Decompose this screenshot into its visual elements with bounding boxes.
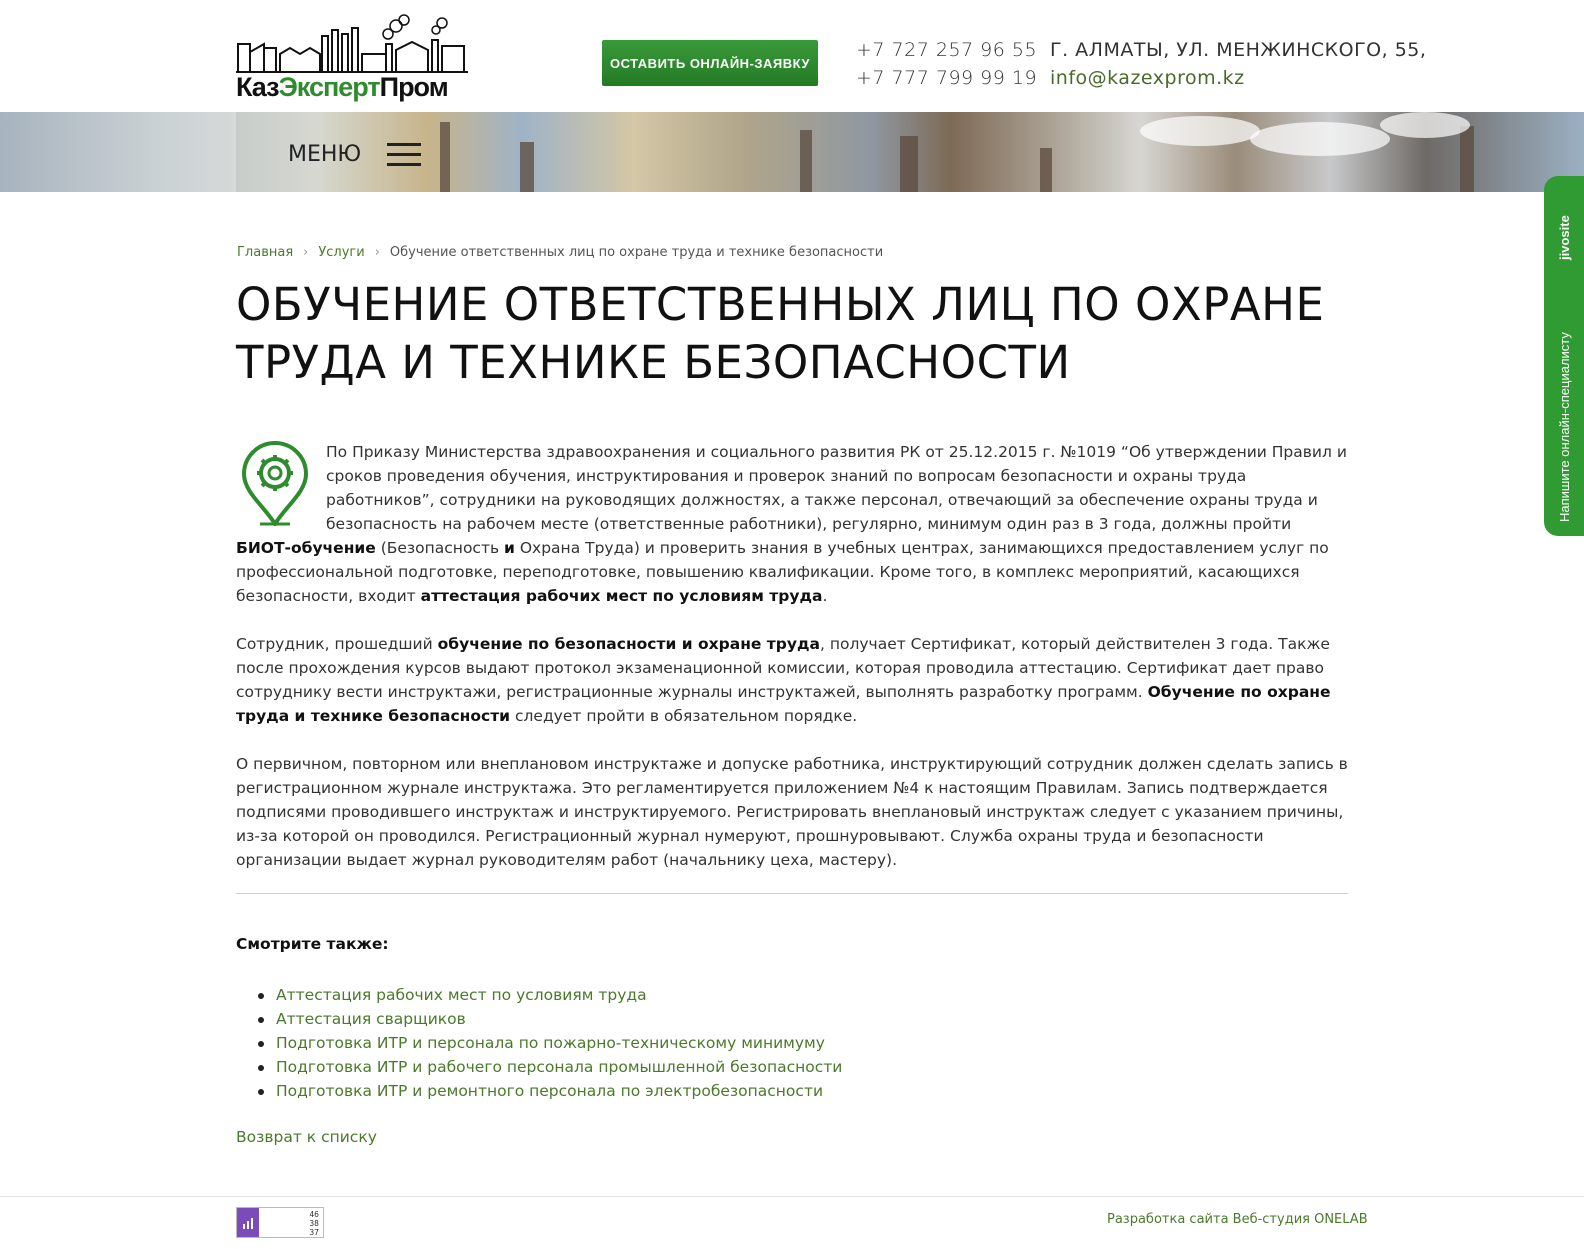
counter-values: 46 38 37 — [309, 1210, 319, 1237]
company-logo[interactable] — [236, 14, 468, 100]
factory-skyline-icon — [236, 14, 468, 74]
section-divider — [236, 893, 1348, 894]
list-item — [258, 1055, 842, 1079]
list-item — [258, 1079, 842, 1103]
banner-decor — [1250, 122, 1390, 156]
developer-credits-link[interactable]: Разработка сайта Веб-студия ONELAB — [1107, 1212, 1368, 1227]
article-body — [236, 440, 1348, 896]
jivosite-brand: jivosite — [1557, 215, 1572, 260]
bar-chart-icon — [237, 1208, 259, 1237]
online-request-button[interactable]: ОСТАВИТЬ ОНЛАЙН-ЗАЯВКУ — [602, 40, 818, 86]
breadcrumb-home[interactable]: Главная — [237, 245, 294, 260]
menu-toggle[interactable] — [288, 142, 421, 167]
list-item — [258, 983, 842, 1007]
jivosite-chat-tab[interactable] — [1544, 176, 1584, 536]
menu-label: МЕНЮ — [288, 142, 362, 167]
see-also-link[interactable]: Подготовка ИТР и рабочего персонала промышленной безопасности — [276, 1058, 843, 1076]
email-link[interactable]: info@kazexprom.kz — [1050, 67, 1245, 89]
see-also-link[interactable]: Подготовка ИТР и персонала по пожарно-техническому минимуму — [276, 1034, 825, 1052]
see-also-link[interactable]: Аттестация сварщиков — [276, 1010, 466, 1028]
visit-counter[interactable] — [236, 1207, 324, 1238]
hamburger-icon — [387, 143, 421, 167]
banner-decor — [1040, 148, 1052, 192]
page-title: ОБУЧЕНИЕ ОТВЕТСТВЕННЫХ ЛИЦ ПО ОХРАНЕ ТРУДА И ТЕХНИКЕ БЕЗОПАСНОСТИ — [236, 278, 1325, 389]
phone-link[interactable]: +7 727 257 96 55 — [856, 39, 1038, 61]
see-also-link[interactable]: Подготовка ИТР и ремонтного персонала по электробезопасности — [276, 1082, 824, 1100]
banner-decor — [520, 142, 534, 192]
breadcrumb — [237, 245, 883, 260]
banner-overlay — [0, 112, 236, 192]
site-header — [0, 0, 1584, 112]
phone-numbers — [856, 36, 1037, 92]
breadcrumb-services[interactable]: Услуги — [318, 245, 365, 260]
banner-decor — [800, 130, 812, 192]
article-paragraph: Сотрудник, прошедший обучение по безопасности и охране труда, получает Сертификат, который действителен 3 года. Также после прохождения курсов выдают протокол экзаменационной комиссии, которая проводила аттестацию. Сертификат дает право сотруднику вести инструктажи, регистрационные журналы инструктажей, выполнять разработку программ. Обучение по охране труда и технике безопасности следует пройти в обязательном порядке. — [236, 635, 1331, 725]
list-item — [258, 1031, 842, 1055]
gear-location-icon — [236, 440, 314, 526]
banner-decor — [1380, 112, 1470, 138]
back-to-list-link[interactable]: Возврат к списку — [236, 1128, 377, 1146]
footer-divider — [0, 1196, 1584, 1197]
banner-decor — [440, 122, 450, 192]
phone-link[interactable]: +7 777 799 99 19 — [856, 67, 1038, 89]
article-paragraph: По Приказу Министерства здравоохранения и социального развития РК от 25.12.2015 г. №1019 “Об утверждении Правил и сроков проведения обучения, инструктирования и проверок знаний по вопросам безопасности и охраны труда работников”, сотрудники на руководящих должностях, а также персонал, отвечающий за обеспечение охраны труда и безопасность на рабочем месте (ответственные работники), регулярно, минимум один раз в 3 года, должны пройти БИОТ-обучение (Безопасность и Охрана Труда) и проверить знания в учебных центрах, занимающихся предоставлением услуг по профессиональной подготовке, переподготовке, повышению квалификации. Кроме того, в комплекс мероприятий, касающихся безопасности, входит аттестация рабочих мест по условиям труда. — [236, 440, 1348, 608]
banner-decor — [1140, 116, 1260, 146]
banner-decor — [900, 136, 918, 192]
see-also-heading: Смотрите также: — [236, 935, 389, 953]
banner-decor — [1460, 126, 1474, 192]
article-paragraph: О первичном, повторном или внеплановом инструктаже и допуске работника, инструктирующий сотрудник должен сделать запись в регистрационном журнале инструктажа. Это регламентируется приложением №4 к настоящим Правилам. Запись подтверждается подписями проводившего инструктаж и инструктируемого. Регистрировать внеплановый инструктаж следует с указанием причины, из-за которой он проводился. Регистрационный журнал нумеруют, прошнуровывают. Служба охраны труда и безопасности организации выдает журнал руководителям работ (начальнику цеха, мастеру). — [236, 755, 1348, 869]
list-item — [258, 1007, 842, 1031]
contact-address — [1050, 36, 1426, 92]
jivosite-label: Напишите онлайн-специалисту — [1557, 332, 1572, 522]
address-text: Г. АЛМАТЫ, УЛ. МЕНЖИНСКОГО, 55, — [1050, 39, 1427, 61]
see-also-list — [258, 983, 842, 1103]
breadcrumb-current: Обучение ответственных лиц по охране труда и технике безопасности — [389, 245, 884, 260]
breadcrumb-separator-icon: › — [303, 245, 309, 260]
see-also-link[interactable]: Аттестация рабочих мест по условиям труда — [276, 986, 647, 1004]
logo-wordmark: КазЭкспертПром — [236, 72, 448, 102]
breadcrumb-separator-icon: › — [374, 245, 380, 260]
industrial-banner — [0, 112, 1584, 192]
